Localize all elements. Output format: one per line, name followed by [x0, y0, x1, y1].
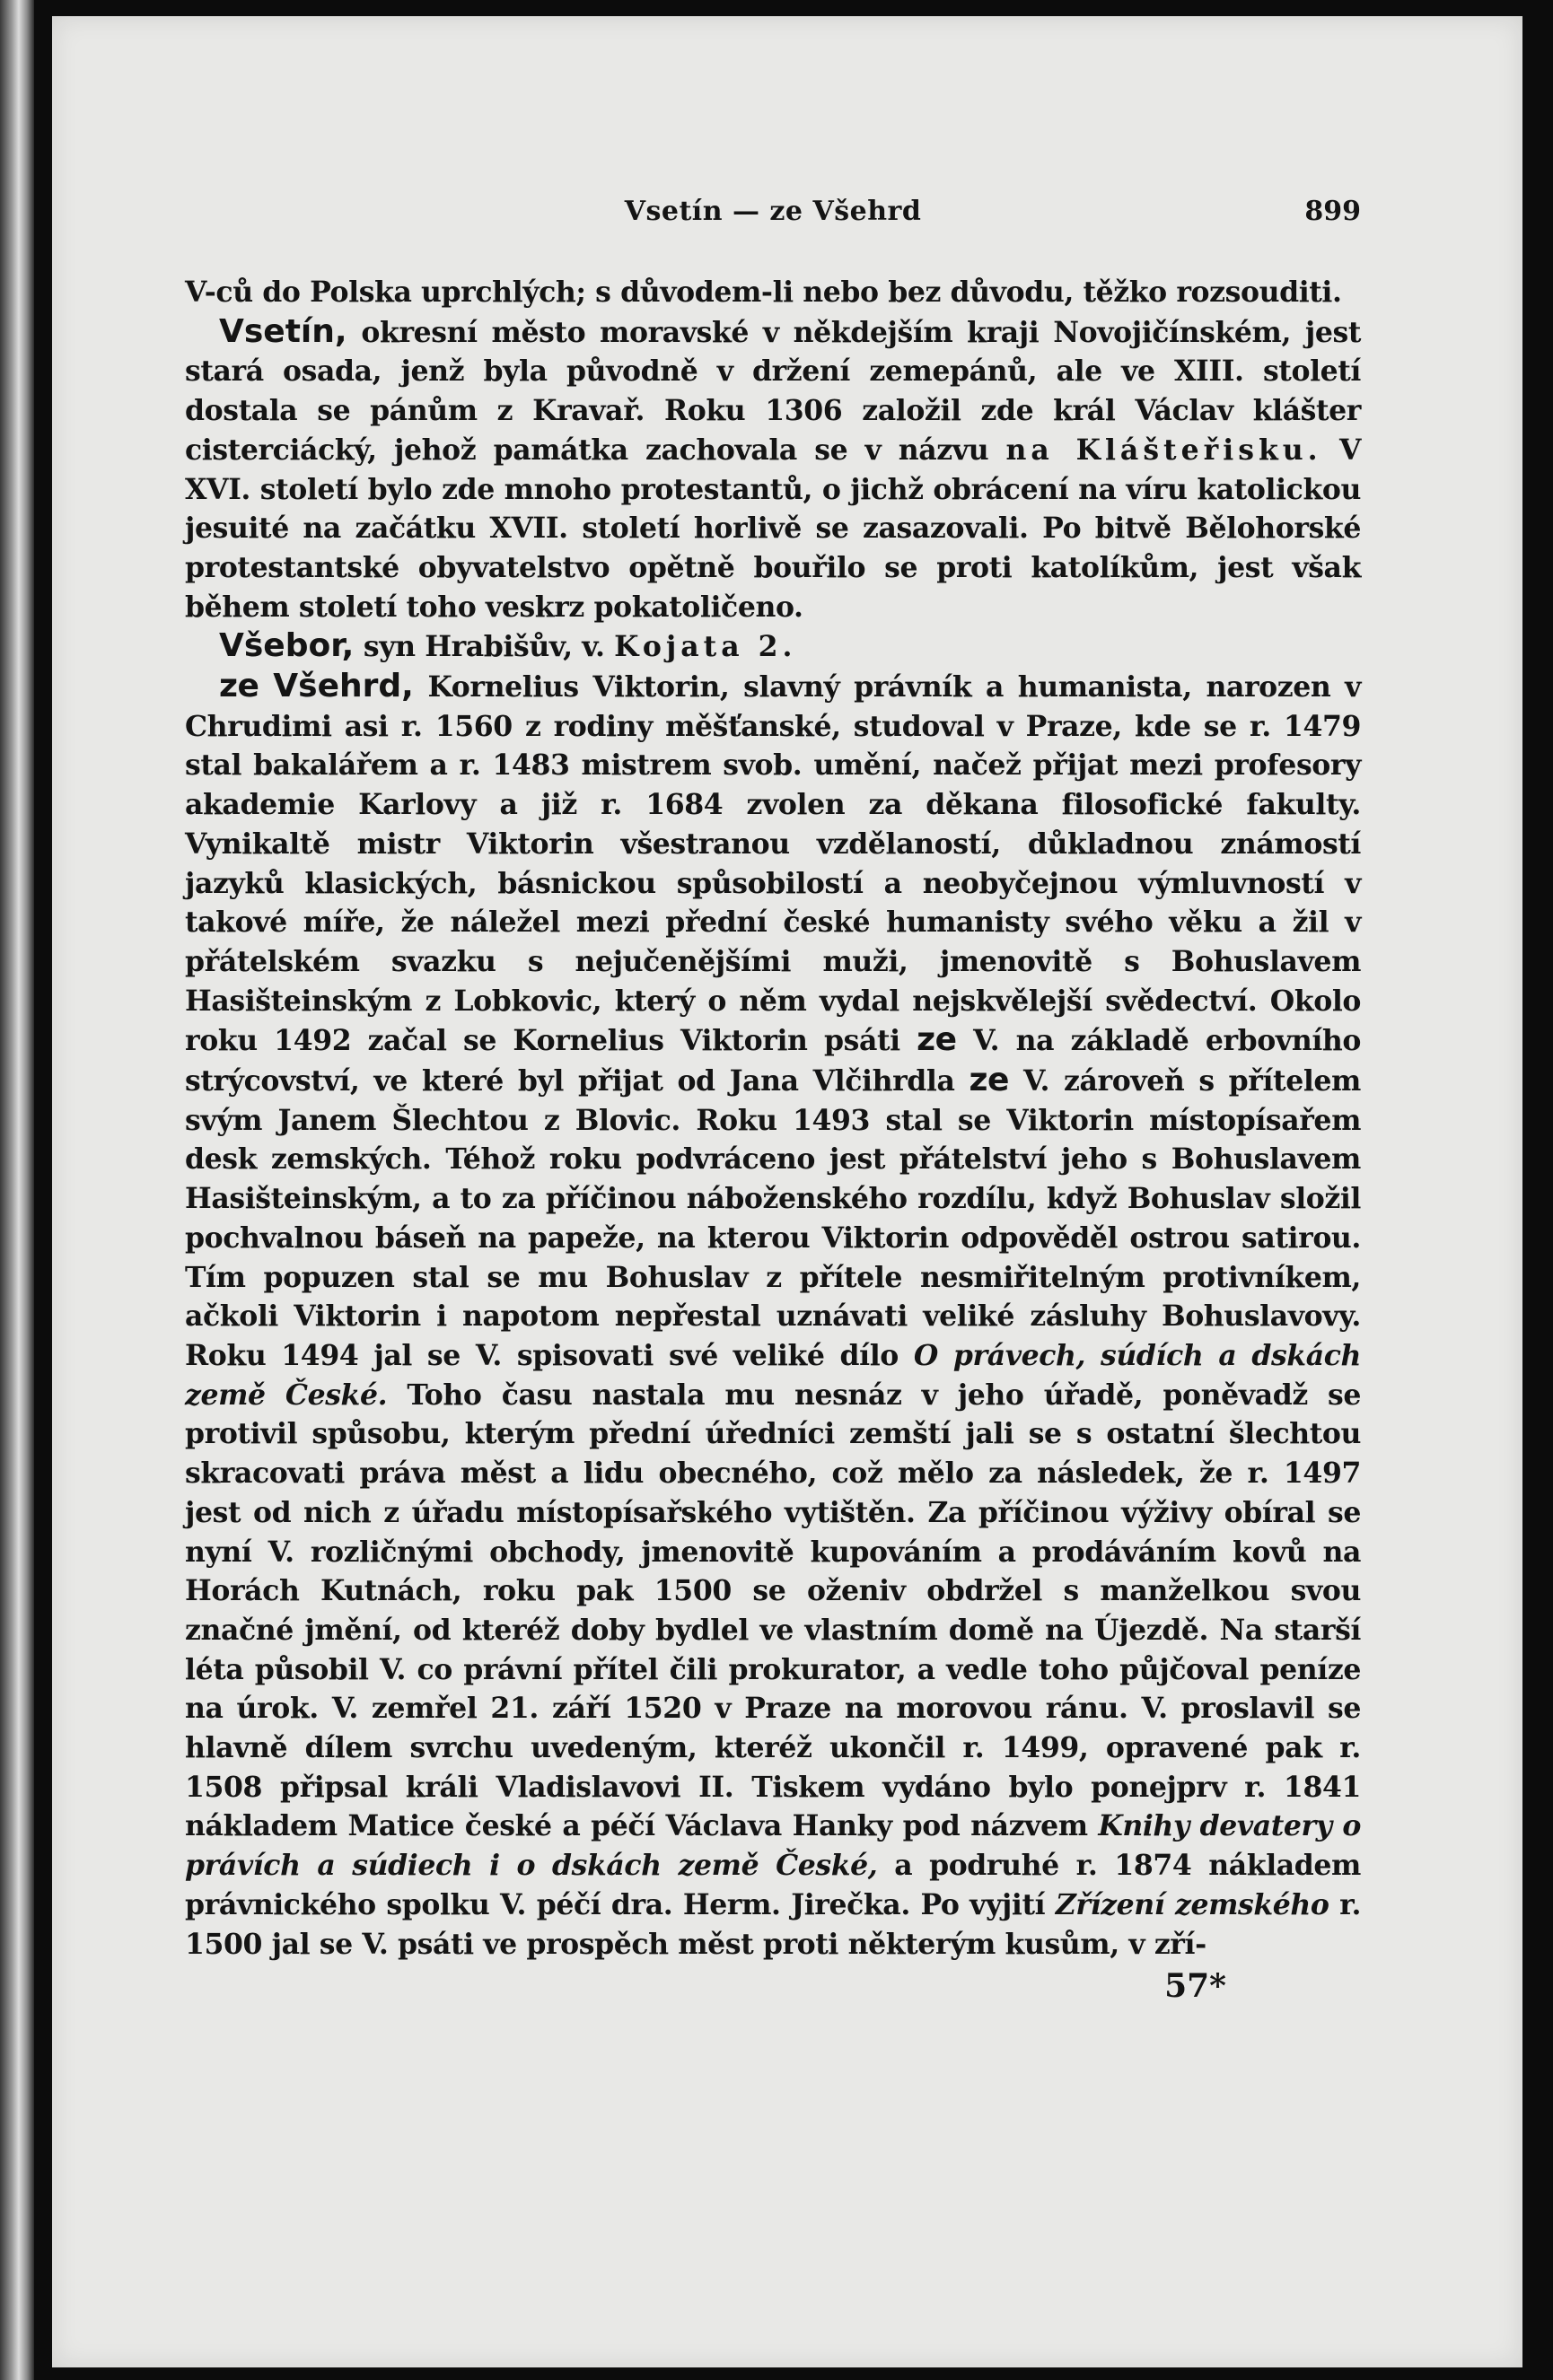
entry-vsebor	[185, 626, 1361, 667]
spaced-text: na Klášteřisku.	[1005, 433, 1322, 467]
entry-text: V XVI. století bylo zde mnoho protestantů, o jichž obrácení na víru katolickou jesuité na začátku XVII. století horlivě se zasazovali. Po bitvě Bělohorské protestantské obyvatelstvo opětně bouřilo se proti katolíkům, jest však během století toho veskrz pokatoličeno.	[185, 433, 1362, 624]
page-content	[185, 196, 1361, 2005]
entry-continuation	[185, 273, 1361, 312]
entry-text: V. na základě erbovního strýcovství, ve které byl přijat od Jana Vlčihrdla	[185, 1024, 1362, 1098]
entry-text: V. zároveň s přítelem svým Janem Šlechtou z Blovic. Roku 1493 stal se Viktorin místopísařem desk zemských. Téhož roku podvráceno jest přátelství jeho s Bohuslavem Hasišteinským, a to za příčinou náboženského rozdílu, když Bohuslav složil pochvalnou báseň na papeže, na kterou Viktorin odpověděl ostrou satirou. Tím popuzen stal se mu Bohuslav z přítele nesmiřitelným protivníkem, ačkoli Viktorin i napotom nepřestal uznávati veliké zásluhy Bohuslavovy. Roku 1494 jal se V. spisovati své veliké dílo	[185, 1064, 1361, 1372]
particle-ze: ze	[969, 1062, 1010, 1099]
particle-ze: ze	[917, 1021, 957, 1059]
entry-text: Kornelius Viktorin, slavný právník a humanista, narozen v Chrudimi asi r. 1560 z rodiny měšťanské, studoval v Praze, kde se r. 1479 stal bakalářem a r. 1483 mistrem svob. umění, načež přijat mezi profesory akademie Karlovy a již r. 1684 zvolen za děkana filosofické fakulty. Vynikaltě mistr Viktorin všestranou vzdělaností, důkladnou známostí jazyků klasických, básnickou spůsobilostí a neobyčejnou výmluvností v takové míře, že náležel mezi přední české humanisty svého věku a žil v přátelském svazku s nejučenějšími muži, jmenovitě s Bohuslavem Hasišteinským z Lobkovic, který o něm vydal nejskvělejší svědectví. Okolo roku 1492 začal se Kornelius Viktorin psáti	[185, 670, 1361, 1058]
work-title: Zřízení zemského	[1055, 1887, 1329, 1921]
headword-vsehrd: Všehrd,	[273, 668, 414, 705]
entry-text: okresní město moravské v někdejším kraji Novojičínském, jest stará osada, jenž byla původně v držení zemepánů, ale ve XIII. století dostala se pánům z Kravař. Roku 1306 založil zde král Václav klášter cisterciácký, jehož památka zachovala se v názvu	[185, 315, 1361, 467]
printer-signature-mark: 57*	[1164, 1967, 1226, 2006]
entry-vsetin	[185, 312, 1361, 627]
headword-particle: ze	[219, 668, 259, 705]
entry-text: a podruhé r. 1874 nákladem právnického spolku V. péčí dra. Herm. Jirečka. Po vyjití	[185, 1849, 1361, 1921]
entry-text: Toho času nastala mu nesnáz v jeho úřadě, poněvadž se protivil spůsobu, kterým přední úředníci zemští jali se s ostatní šlechtou skracovati práva měst a lidu obecného, což mělo za následek, že r. 1497 jest od nich z úřadu místopísařského vytištěn. Za příčinou výživy obíral se nyní V. rozličnými obchody, jmenovitě kupováním a prodáváním kovů na Horách Kutnách, roku pak 1500 se oženiv obdržel s manželkou svou značné jmění, od kteréž doby bydlel ve vlastním domě na Újezdě. Na starší léta působil V. co právní přítel čili prokurator, a vedle toho půjčoval peníze na úrok. V. zemřel 21. září 1520 v Praze na morovou ránu. V. proslavil se hlavně dílem svrchu uvedeným, kteréž ukončil r. 1499, opravené pak r. 1508 připsal králi Vladislavovi II. Tiskem vydáno bylo ponejprv r. 1841 nákladem Matice české a péčí Václava Hanky pod názvem	[185, 1378, 1362, 1843]
page-number: 899	[1304, 196, 1361, 227]
headword-vsetin: Vsetín,	[219, 312, 347, 350]
work-title: O právech, súdích a dskách země České.	[185, 1338, 1361, 1412]
cross-reference: Kojata 2.	[614, 630, 797, 664]
running-head	[185, 196, 1361, 249]
entry-text: syn Hrabišův, v.	[354, 630, 615, 664]
book-binding-edge	[0, 0, 34, 2380]
entry-text: r. 1500 jal se V. psáti ve prospěch měst proti některým kusům, v zří-	[185, 1887, 1362, 1961]
work-title: Knihy devatery o právích a súdiech i o dskách země České,	[185, 1809, 1361, 1883]
entry-vsehrd	[185, 667, 1361, 1964]
running-title: Vsetín — ze Všehrd	[624, 196, 922, 227]
encyclopedia-page	[52, 16, 1522, 2367]
entry-text: V-ců do Polska uprchlých; s důvodem-li nebo bez důvodu, těžko rozsouditi.	[185, 276, 1342, 309]
headword-vsebor: Všebor,	[219, 627, 355, 665]
